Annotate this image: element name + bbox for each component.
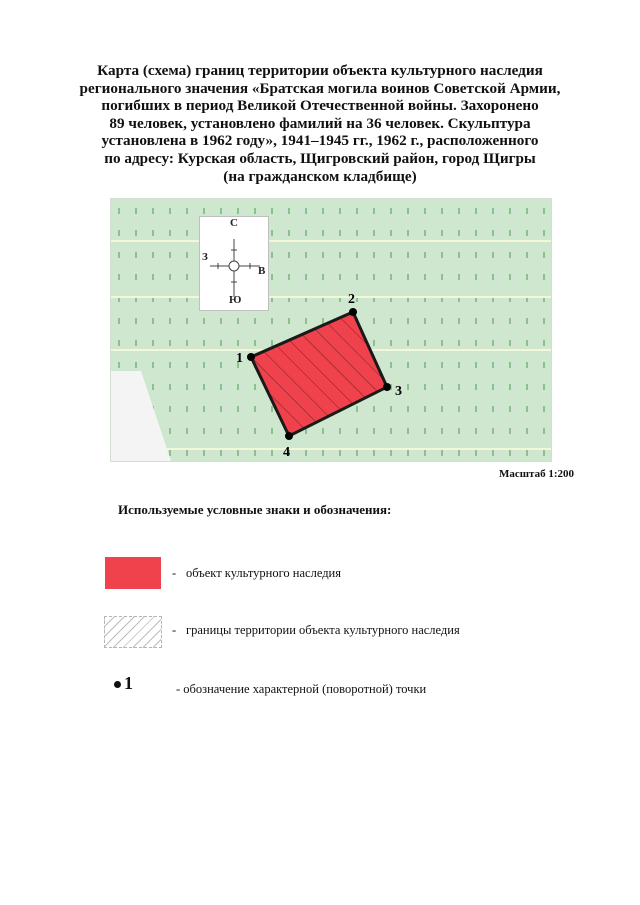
title-line: Карта (схема) границ территории объекта культурного наследия bbox=[97, 62, 543, 79]
turning-point-4 bbox=[285, 432, 293, 440]
point-label-3: 3 bbox=[395, 384, 402, 399]
map-area bbox=[110, 198, 552, 462]
legend-item-object bbox=[0, 557, 640, 597]
point-label-4: 4 bbox=[283, 445, 290, 460]
point-label-1: 1 bbox=[236, 351, 243, 366]
title-line: установлена в 1962 году», 1941–1945 гг., 1962 г., расположенного bbox=[101, 132, 539, 150]
legend-swatch-boundary bbox=[104, 616, 162, 648]
legend-item-boundary bbox=[0, 616, 640, 656]
map-title bbox=[70, 62, 570, 185]
turning-point-3 bbox=[383, 383, 391, 391]
turning-point-1 bbox=[247, 353, 255, 361]
compass-north-label: С bbox=[230, 217, 238, 229]
point-dot-icon bbox=[114, 681, 121, 688]
compass-south-label: Ю bbox=[229, 294, 242, 306]
turning-point-2 bbox=[349, 308, 357, 316]
legend-swatch-object bbox=[105, 557, 161, 589]
legend-dash: - bbox=[172, 623, 177, 637]
compass-east-label: В bbox=[258, 265, 266, 277]
legend-dash: - bbox=[172, 566, 177, 580]
point-label-2: 2 bbox=[348, 292, 355, 307]
legend-swatch-point bbox=[114, 673, 133, 694]
compass-rose bbox=[199, 216, 269, 311]
title-line: 89 человек, установлено фамилий на 36 человек. Скульптура bbox=[109, 114, 531, 132]
legend-point-number: 1 bbox=[124, 673, 133, 693]
title-line: регионального значения «Братская могила воинов Советской Армии, bbox=[79, 79, 561, 97]
legend-title: Используемые условные знаки и обозначения: bbox=[118, 502, 392, 517]
title-line: (на гражданском кладбище) bbox=[223, 167, 417, 185]
title-line: по адресу: Курская область, Щигровский район, город Щигры bbox=[104, 149, 536, 167]
map-canvas bbox=[111, 199, 551, 461]
compass-west-label: З bbox=[202, 251, 208, 263]
legend-text-point: - обозначение характерной (поворотной) точки bbox=[176, 682, 427, 696]
legend-text-object: объект культурного наследия bbox=[186, 566, 341, 580]
title-line: погибших в период Великой Отечественной войны. Захоронено bbox=[101, 97, 539, 115]
map-scale: Масштаб 1:200 bbox=[498, 468, 574, 480]
legend-text-boundary: границы территории объекта культурного наследия bbox=[186, 623, 460, 637]
